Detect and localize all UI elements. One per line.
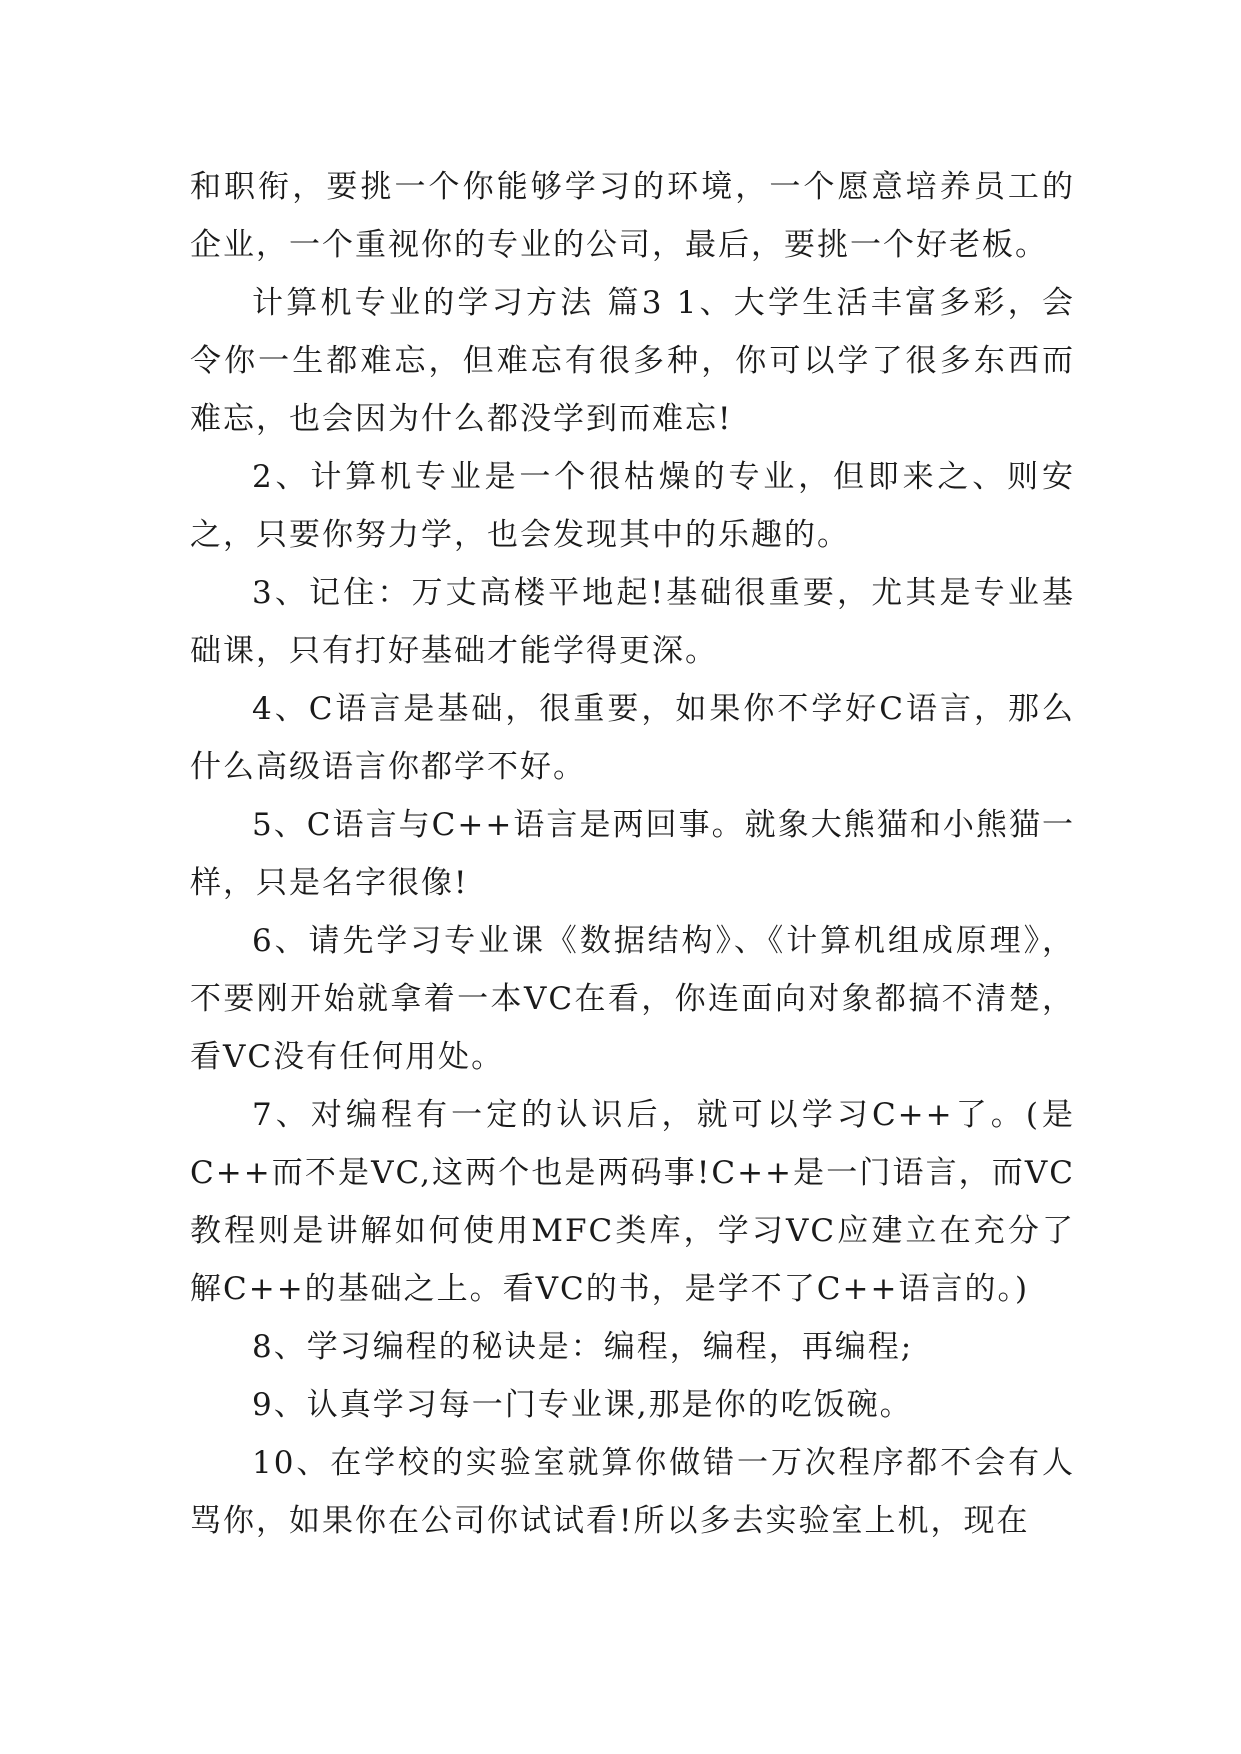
- paragraph-item-6: 6、请先学习专业课《数据结构》、《计算机组成原理》，不要刚开始就拿着一本VC在看，你连面向对象都搞不清楚，看VC没有任何用处。: [190, 923, 1075, 1075]
- paragraph-item-9: 9、认真学习每一门专业课,那是你的吃饭碗。: [252, 1387, 913, 1423]
- paragraph-item-2: 2、计算机专业是一个很枯燥的专业，但即来之、则安之，只要你努力学，也会发现其中的乐趣的。: [190, 459, 1075, 553]
- paragraph-item-7: 7、对编程有一定的认识后，就可以学习C++了。(是C++而不是VC,这两个也是两码事!C++是一门语言，而VC教程则是讲解如何使用MFC类库，学习VC应建立在充分了解C++的基础之上。看VC的书，是学不了C++语言的。): [190, 1097, 1075, 1307]
- document-body: [190, 158, 1075, 1550]
- paragraph-section-3-item-1: 计算机专业的学习方法 篇3 1、大学生活丰富多彩，会令你一生都难忘，但难忘有很多种，你可以学了很多东西而难忘，也会因为什么都没学到而难忘!: [190, 285, 1075, 437]
- paragraph-continuation: 和职衔，要挑一个你能够学习的环境，一个愿意培养员工的企业，一个重视你的专业的公司，最后，要挑一个好老板。: [190, 169, 1075, 263]
- paragraph-item-8: 8、学习编程的秘诀是：编程，编程，再编程;: [252, 1329, 914, 1365]
- paragraph-item-4: 4、C语言是基础，很重要，如果你不学好C语言，那么什么高级语言你都学不好。: [190, 691, 1075, 785]
- paragraph-item-5: 5、C语言与C++语言是两回事。就象大熊猫和小熊猫一样，只是名字很像!: [190, 807, 1075, 901]
- paragraph-item-10: 10、在学校的实验室就算你做错一万次程序都不会有人骂你，如果你在公司你试试看!所以多去实验室上机，现在: [190, 1445, 1075, 1539]
- paragraph-item-3: 3、记住：万丈高楼平地起!基础很重要，尤其是专业基础课，只有打好基础才能学得更深。: [190, 575, 1075, 669]
